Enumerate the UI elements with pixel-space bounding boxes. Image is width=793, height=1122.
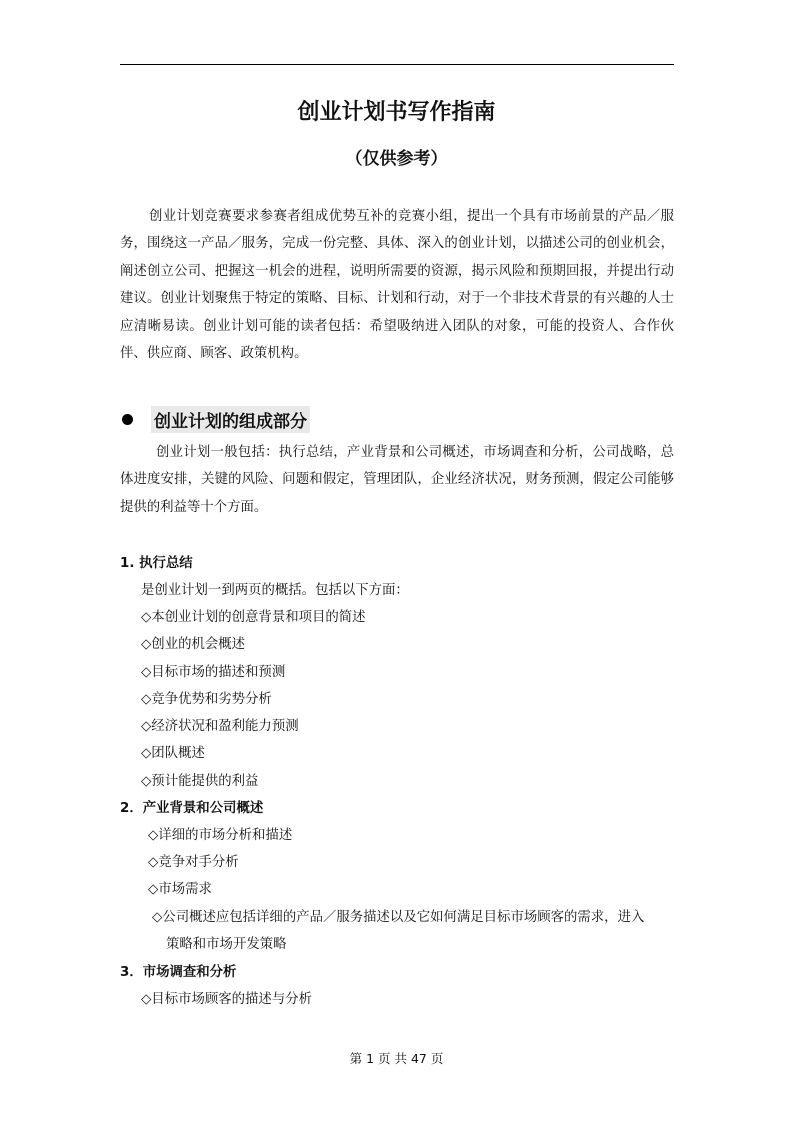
list-item: ◇预计能提供的利益 [141, 774, 259, 789]
page-footer: 第 1 页 共 47 页 [349, 1051, 444, 1066]
bullet-icon [122, 414, 133, 425]
header-rule [120, 64, 674, 65]
list-item-continuation: 策略和市场开发策略 [166, 937, 287, 952]
components-paragraph: 创业计划一般包括：执行总结，产业背景和公司概述，市场调查和分析，公司战略，总体进度安排，关键的风险、问题和假定，管理团队，企业经济状况，财务预测，假定公司能够提供的利益等十个方面。 [120, 445, 674, 515]
list-item: ◇市场需求 [148, 882, 212, 897]
list-item: ◇目标市场顾客的描述与分析 [141, 992, 312, 1007]
document-title: 创业计划书写作指南 [297, 99, 496, 125]
list-item: ◇团队概述 [141, 746, 205, 761]
list-item: ◇详细的市场分析和描述 [148, 828, 293, 843]
list-item: ◇经济状况和盈利能力预测 [141, 719, 299, 734]
list-item: ◇本创业计划的创意背景和项目的简述 [141, 610, 366, 625]
s3-heading: 3．市场调查和分析 [120, 965, 237, 980]
section-title: 创业计划的组成部分 [151, 406, 310, 433]
list-item: ◇公司概述应包括详细的产品／服务描述以及它如何满足目标市场顾客的需求，进入 [152, 910, 645, 925]
s2-heading: 2．产业背景和公司概述 [120, 801, 264, 816]
list-item: ◇目标市场的描述和预测 [141, 665, 286, 680]
list-item: ◇竞争对手分析 [148, 855, 239, 870]
s1-heading: 1. 执行总结 [120, 556, 193, 571]
document-subtitle: （仅供参考） [345, 149, 448, 169]
intro-paragraph: 创业计划竞赛要求参赛者组成优势互补的竞赛小组，提出一个具有市场前景的产品／服务，围绕这一产品／服务，完成一份完整、具体、深入的创业计划，以描述公司的创业机会，阐述创立公司、把握这一机会的进程，说明所需要的资源，揭示风险和预期回报，并提出行动建议。创业计划聚焦于特定的策略、目标、计划和行动，对于一个非技术背景的有兴趣的人士应清晰易读。创业计划可能的读者包括：希望吸纳进入团队的对象，可能的投资人、合作伙伴、供应商、顾客、政策机构。 [120, 209, 674, 362]
list-item: ◇竞争优势和劣势分析 [141, 692, 272, 707]
section-heading [120, 404, 310, 434]
list-item: ◇创业的机会概述 [141, 637, 246, 652]
s1-description: 是创业计划一到两页的概括。包括以下方面： [141, 583, 409, 598]
